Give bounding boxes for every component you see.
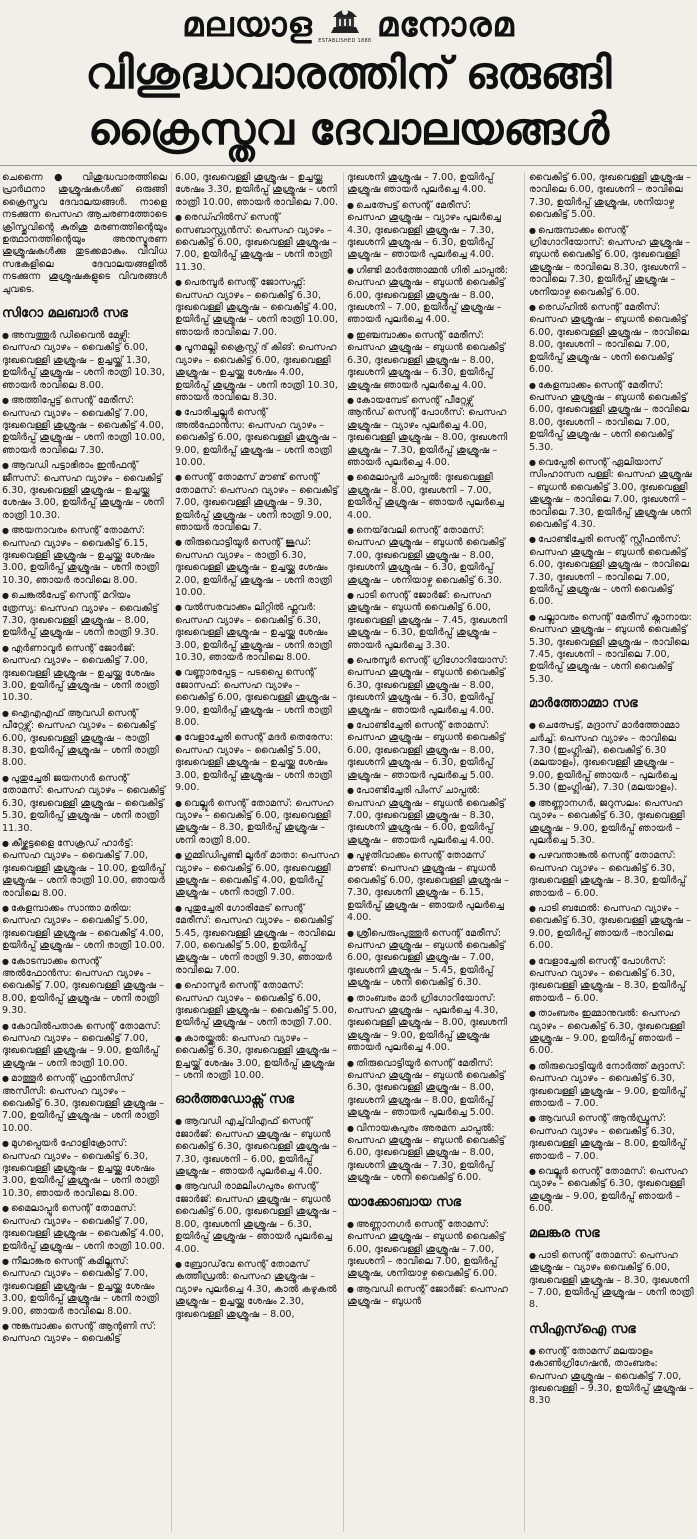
church-entry — [529, 1061, 694, 1111]
church-entry — [347, 655, 512, 717]
church-entry — [175, 1116, 340, 1178]
bullet-icon: ● — [529, 903, 536, 913]
church-entry-text: ചെത്പേട്ട്, മദ്രാസ് മാർത്തോമ്മാ ചർച്ച്: പെസഹ വ്യാഴം – രാവിലെ 7.30 (ഇംഗ്ലിഷ്), വൈകിട്ട് 6.30 (മലയാളം), ദുഃഖവെള്ളി ശുശ്രൂഷ – 9.00, ഉയിർപ്പ് ഞായർ – പുലർച്ചെ 5.30 (ഇംഗ്ലിഷ്), 7.30 (മലയാളം). — [529, 720, 680, 794]
church-entry-text: ഐഎഎഫ് ആവഡി സെന്റ് പീറ്റേഴ്സ്: പെസഹ വ്യാഴം – വൈകിട്ട് 6.00, ദുഃഖവെള്ളി ശുശ്രൂഷ – രാത്രി 8.30, ഉയിർപ്പ് ശുശ്രൂഷ – ശനി രാത്രി 8.00. — [2, 707, 159, 769]
church-entry — [529, 1008, 694, 1058]
church-entry — [2, 1321, 167, 1346]
church-entry — [347, 590, 512, 652]
church-entry-text: തിരുവൊട്ടിയൂർ സെന്റ് മേരീസ്: പെസഹ ശുശ്രൂഷ – ബുധൻ വൈകിട്ട് 6.30, ദുഃഖവെള്ളി ശുശ്രൂഷ – 8.00, ദുഃഖശനി ശുശ്രൂഷ – 8.00, ഉയിർപ്പ് ശുശ്രൂഷ – ഞായർ പുലർച്ചെ 5.00. — [347, 1057, 505, 1119]
bullet-icon: ● — [2, 1256, 9, 1266]
section-heading: സിഎസ്ഐ സഭ — [529, 1321, 636, 1337]
church-entry — [175, 1181, 340, 1255]
church-entry-text: ആവഡി പട്ടാഭിരാം ഇൻഫന്റ് ജീസസ്: പെസഹ വ്യാഴം – വൈകിട്ട് 6.30, ദുഃഖവെള്ളി ശുശ്രൂഷ – ഉച്ചയ്ക്കു ശേഷം 3.00, ഉയിർപ്പ് ശുശ്രൂഷ – ശനി രാത്രി 10.30. — [2, 460, 164, 521]
church-entry — [175, 602, 340, 664]
church-entry-text: മാത്തൂർ സെന്റ് ഫ്രാൻസിസ് അസീസി: പെസഹ വ്യാഴം – വൈകിട്ട് 6.30, ദുഃഖവെള്ളി ശുശ്രൂഷ – 7.00, ഉയിർപ്പ് ശുശ്രൂഷ – ശനി രാത്രി 10.00. — [2, 1073, 164, 1134]
bullet-icon: ● — [175, 1033, 182, 1043]
section-heading: സിറോ മലബാർ സഭ — [2, 306, 128, 322]
church-entry-text: പോണ്ടിച്ചേരി സെന്റ് സ്റ്റീഫൻസ്: പെസഹ ശുശ്രൂഷ – ബുധൻ വൈകിട്ട് 6.00, ദുഃഖവെള്ളി ശുശ്രൂഷ – രാവിലെ 7.30, ദുഃഖശനി – രാവിലെ 7.00, ഉയിർപ്പ് ശുശ്രൂഷ – ശനി വൈകിട്ട് 6.00. — [529, 534, 689, 608]
church-entry — [175, 537, 340, 599]
church-entry — [529, 1250, 694, 1312]
church-entry-text: അണ്ണാനഗർ, ജറുസലം: പെസഹ വ്യാഴം – വൈകിട്ട് 6.30, ദുഃഖവെള്ളി ശുശ്രൂഷ – 9.00, ഉയിർപ്പ് ഞായർ – പുലർച്ചെ 5.30. — [529, 797, 685, 846]
bullet-icon: ● — [2, 708, 9, 718]
church-entry-text: കാരയ്ക്കൽ: പെസഹ വ്യാഴം – വൈകിട്ട് 6.30, ദുഃഖവെള്ളി ശുശ്രൂഷ – ഉച്ചയ്ക്ക് ശേഷം 3.00, ഉയിർപ്പ് ശുശ്രൂഷ – ശനി രാത്രി 10.00. — [175, 1032, 337, 1082]
bullet-icon: ● — [2, 396, 9, 406]
bullet-icon: ● — [175, 1259, 182, 1269]
church-entry-text: തിരുവൊട്ടിയൂർ സെന്റ് ജൂഡ്: പെസഹ വ്യാഴം – രാത്രി 6.30, ദുഃഖവെള്ളി ശുശ്രൂഷ – ഉച്ചയ്ക്കു ശേഷം 2.00, ഉയിർപ്പ് ശുശ്രൂഷ – ശനി രാത്രി 10.00. — [175, 537, 332, 598]
bullet-icon: ● — [347, 591, 354, 600]
church-entry — [347, 850, 512, 924]
bullet-icon: ● — [2, 526, 9, 536]
church-entry — [175, 407, 340, 469]
bullet-icon: ● — [2, 1204, 9, 1214]
church-entry — [2, 590, 167, 640]
bullet-icon: ● — [529, 457, 536, 467]
church-entry-text: ബ്രോഡ്‌വേ സെന്റ് തോമസ് കത്തീഡ്രൽ: പെസഹ ശുശ്രൂഷ – വ്യാഴം പുലർച്ചെ 4.30, കാൽ കഴുകൽ ശുശ്രൂഷ – ഉച്ചയ്ക്കു ശേഷം 2.30, ദുഃഖവെള്ളി ശുശ്രൂഷ – 8.00, — [175, 1258, 337, 1320]
church-entry — [347, 993, 512, 1055]
masthead-title-right: മനോരമ — [376, 5, 515, 45]
bullet-icon: ● — [347, 1284, 354, 1294]
church-entry-text: വെല്ലൂർ സെന്റ് തോമസ്: പെസഹ വ്യാഴം – വൈകിട്ട് 6.30, ദുഃഖവെള്ളി ശുശ്രൂഷ – 9.00, ഉയിർപ്പ് ഞായർ – 6.00. — [529, 1166, 688, 1215]
bullet-icon: ● — [347, 330, 354, 340]
article-column-4 — [529, 172, 694, 1538]
church-entry-text: വൽസരവാക്കം ലിറ്റിൽ ഫ്ലവർ: പെസഹ വ്യാഴം – വൈകിട്ട് 6.30, ദുഃഖവെള്ളി ശുശ്രൂഷ – ഉച്ചയ്ക്കു ശേഷം 3.00, ഉയിർപ്പ് ശുശ്രൂഷ – ശനി രാത്രി 10.30, ഞായർ രാവിലെ 8.00. — [175, 602, 332, 664]
church-entry-text: പൂഴുതിവാക്കം സെന്റ് തോമസ് മൗണ്ട്: പെസഹ ശുശ്രൂഷ – ബുധൻ വൈകിട്ട് 6.00, ദുഃഖവെള്ളി ശുശ്രൂഷ – 7.30, ദുഃഖശനി ശുശ്രൂഷ – 6.15, ഉയിർപ്പ് ശുശ്രൂഷ – ഞായർ പുലർച്ചെ 4.00. — [347, 850, 509, 924]
church-entry-text: പുതുച്ചേരി ജയനഗർ സെന്റ് തോമസ്: പെസഹ വ്യാഴം – വൈകിട്ട് 6.30, ദുഃഖവെള്ളി ശുശ്രൂഷ – വൈകിട്ട് 5.30, ഉയിർപ്പ് ശുശ്രൂഷ – ശനി രാത്രി 11.30. — [2, 772, 166, 834]
bullet-icon: ● — [175, 538, 182, 548]
church-entry-text: പുതുച്ചേരി ഗോരിമേട് സെന്റ് മേരീസ്: പെസഹ വ്യാഴം – വൈകിട്ട് 5.45, ദുഃഖവെള്ളി ശുശ്രൂഷ – രാവിലെ 7.00, വൈകിട്ട് 5.00, ഉയിർപ്പ് ശുശ്രൂഷ – ശനി രാത്രി 9.30, ഞായർ രാവിലെ 7.00. — [175, 902, 335, 976]
section-heading: മാർത്തോമ്മാ സഭ — [529, 696, 638, 712]
bullet-icon: ● — [347, 1219, 354, 1229]
church-entry — [347, 785, 512, 847]
church-entry-text: പാടി സെന്റ് ജോർജ്: പെസഹ ശുശ്രൂഷ – ബുധൻ വൈകിട്ട് 6.00, ദുഃഖവെള്ളി ശുശ്രൂഷ – 7.45, ദുഃഖശനി ശുശ്രൂഷ – 6.30, ഉയിർപ്പ് ശുശ്രൂഷ – ഞായർ പുലർച്ചെ 3.30. — [347, 590, 508, 651]
church-entry-text: ശ്രീപെരുംപുത്തൂർ സെന്റ് മേരീസ്: പെസഹ ശുശ്രൂഷ – ബുധൻ വൈകിട്ട് 6.00, ദുഃഖവെള്ളി ശുശ്രൂഷ – 7.00, ദുഃഖശനി ശുശ്രൂഷ – 5.45, ഉയിർപ്പ് ശുശ്രൂഷ – ശനി വൈകിട്ട് 6.30. — [347, 927, 505, 989]
manorama-emblem-icon — [318, 3, 372, 47]
church-entry-text: ഗുമ്മിഡിപൂണ്ടി ലൂർദ് മാതാ: പെസഹ വ്യാഴം – വൈകിട്ട് 6.00, ദുഃഖവെള്ളി ശുശ്രൂഷ – വൈകിട്ട് 4.00, ഉയിർപ്പ് ശുശ്രൂഷ – ശനി രാത്രി 7.00. — [175, 850, 340, 899]
church-entry-text: പൂനമല്ലി ക്രൈസ്റ്റ് ദ് കിങ്: പെസഹ വ്യാഴം – വൈകിട്ട് 6.00, ദുഃഖവെള്ളി ശുശ്രൂഷ – ഉച്ചയ്ക്കു ശേഷം 4.00, ഉയിർപ്പ് ശുശ്രൂഷ – ശനി രാത്രി 10.30, ഞായർ രാവിലെ 8.30. — [175, 342, 338, 403]
section-heading: ഓർത്തഡോക്സ് സഭ — [175, 1092, 294, 1108]
church-entry-text: ആവഡി രാമലിംഗപുരം സെന്റ് ജോർജ്: പെസഹ ശുശ്രൂഷ – ബുധൻ വൈകിട്ട് 6.00, ദുഃഖവെള്ളി ശുശ്രൂഷ – 8.00, ദുഃഖശനി ശുശ്രൂഷ – 6.30, ഉയിർപ്പ് ശുശ്രൂഷ – ഞായർ പുലർച്ചെ 4.00. — [175, 1181, 337, 1255]
bullet-icon: ● — [2, 1021, 9, 1031]
church-entry-text: പെരുമ്പാക്കം സെന്റ് ഗ്രിഗോറിയോസ്: പെസഹ ശുശ്രൂഷ – ബുധൻ വൈകിട്ട് 6.00, ദുഃഖവെള്ളി ശുശ്രൂഷ – രാവിലെ 8.30, ദുഃഖശനി – രാവിലെ 7.30, ഉയിർപ്പ് ശുശ്രൂഷ – ശനിയാഴ്ച വൈകിട്ട് 6.00. — [529, 224, 691, 298]
bullet-icon: ● — [529, 225, 536, 235]
church-entry-text: സെന്റ് തോമസ് മലയാളം കോൺഗ്രിഗേഷൻ, താംബരം: പെസഹ ശുശ്രൂഷ – വൈകിട്ട് 7.00, ദുഃഖവെള്ളി – 9.30, ഉയിർപ്പ് ശുശ്രൂഷ – 8.30 — [529, 1345, 694, 1407]
bullet-icon: ● — [529, 380, 536, 390]
church-entry-text: മൈലാപ്പൂർ സെന്റ് തോമസ്: പെസഹ വ്യാഴം – വൈകിട്ട് 7.00, ദുഃഖവെള്ളി ശുശ്രൂഷ – വൈകിട്ട് 4.00, ഉയിർപ്പ് ശുശ്രൂഷ – ശനി രാത്രി 10.00. — [2, 1203, 165, 1252]
column-divider — [343, 172, 344, 1532]
church-entry — [2, 525, 167, 587]
church-entry — [175, 850, 340, 900]
bullet-icon: ● — [2, 461, 9, 471]
church-entry — [529, 380, 694, 454]
bullet-icon: ● — [2, 956, 9, 966]
church-entry-text: പോരിച്ചല്ലൂർ സെന്റ് അൽഫോൻസ: പെസഹ വ്യാഴം – വൈകിട്ട് 6.00, ദുഃഖവെള്ളി ശുശ്രൂഷ – 9.00, ഉയിർപ്പ് ശുശ്രൂഷ – ശനി രാത്രി 10.00. — [175, 407, 337, 468]
bullet-icon: ● — [175, 733, 182, 743]
church-entry — [175, 1033, 340, 1083]
bullet-icon: ● — [347, 265, 354, 275]
church-entry — [347, 928, 512, 990]
church-entry-text: പെരമ്പൂർ സെന്റ് ഗ്രിഗോറിയോസ്: പെസഹ ശുശ്രൂഷ – ബുധൻ വൈകിട്ട് 6.30, ദുഃഖവെള്ളി ശുശ്രൂഷ – 8.00, ദുഃഖശനി ശുശ്രൂഷ – 6.30, ഉയിർപ്പ് ശുശ്രൂഷ – ഞായർ പുലർച്ചെ 4.00. — [347, 655, 508, 716]
bullet-icon: ● — [529, 1061, 536, 1071]
church-entry — [175, 1259, 340, 1321]
article-column-3 — [347, 172, 512, 1538]
church-entry — [2, 1203, 167, 1253]
bullet-icon: ● — [2, 838, 9, 848]
church-entry — [175, 667, 340, 729]
church-entry-text: തിരുവൊട്ടിയൂർ നോർത്ത് മദ്രാസ്: പെസഹ വ്യാഴം – വൈകിട്ട് 6.30, ദുഃഖവെള്ളി ശുശ്രൂഷ – 9.00, ഉയിർപ്പ് ഞായർ – 7.00. — [529, 1060, 686, 1110]
church-entry-text: വെപ്പേരി സെന്റ് ഏലിയാസ് സിംഹാസന പള്ളി: പെസഹ ശുശ്രൂഷ – ബുധൻ വൈകിട്ട് 3.00, ദുഃഖവെള്ളി ശുശ്രൂഷ – രാവിലെ 7.00, ദുഃഖശനി – രാവിലെ 7.30, ഉയിർപ്പ് ശുശ്രൂഷ ശനി വൈകിട്ട് 4.30. — [529, 456, 692, 530]
article-column-2 — [175, 172, 340, 1538]
church-entry — [529, 1346, 694, 1408]
bullet-icon: ● — [2, 331, 9, 341]
intro-paragraph: ചെന്നൈ ● വിശുദ്ധവാരത്തിലെ പ്രാർഥനാ ശുശ്രൂഷകൾക്ക് ഒരുങ്ങി ക്രൈസ്തവ ദേവാലയങ്ങൾ. നാളെ നടക്കുന്ന പെസഹ ആചരണത്തോടെ ക്രിസ്തുവിന്റെ കുരിശു മരണത്തിന്റെയും ഉത്ഥാനത്തിന്റെയും അനുസ്മരണ ശുശ്രൂഷകൾക്കു തുടക്കമാകും. വിവിധ സഭകളിലെ ദേവാലയങ്ങളിൽ നടക്കുന്ന ശുശ്രൂഷകളുടെ വിവരങ്ങൾ ചുവടെ. — [2, 172, 167, 295]
bullet-icon: ● — [175, 603, 182, 613]
bullet-icon: ● — [175, 668, 182, 678]
church-entry — [347, 720, 512, 782]
church-entry-text: അത്തിപ്പേട്ട് സെന്റ് മേരീസ്: പെസഹ വ്യാഴം – വൈകിട്ട് 7.00, ദുഃഖവെള്ളി ശുശ്രൂഷ – വൈകിട്ട് 4.00, ഉയിർപ്പ് ശുശ്രൂഷ – ശനി രാത്രി 10.00, ഞായർ രാവിലെ 7.30. — [2, 395, 165, 456]
church-entry-text: ഹൊസൂർ സെന്റ് തോമസ്: പെസഹ വ്യാഴം – വൈകിട്ട് 6.00, ദുഃഖവെള്ളി ശുശ്രൂഷ – വൈകിട്ട് 5.00, ഉയിർപ്പ് ശുശ്രൂഷ – ശനി രാത്രി 7.00. — [175, 980, 337, 1029]
church-entry-text: കോടമ്പാക്കം സെന്റ് അൽഫോൻസ: പെസഹ വ്യാഴം – വൈകിട്ട് 7.00, ദുഃഖവെള്ളി ശുശ്രൂഷ – 8.00, ഉയിർപ്പ് ശുശ്രൂഷ – ശനി രാത്രി 9.30. — [2, 955, 164, 1017]
church-entry-text: വേളാച്ചേരി സെന്റ് പോൾസ്: പെസഹ വ്യാഴം – വൈകിട്ട് 6.30, ദുഃഖവെള്ളി ശുശ്രൂഷ – 8.30, ഉയിർപ്പ് ഞായർ – 6.00. — [529, 955, 686, 1004]
church-entry-text: മൈലാപ്പൂർ ചാപ്പൽ: ദുഃഖവെള്ളി ശുശ്രൂഷ – 8.00, ദുഃഖശനി – 7.00, ഉയിർപ്പ് ശുശ്രൂഷ – ഞായർ പുലർച്ചെ 4.00. — [347, 472, 504, 521]
church-entry-text: അയനാവരം സെന്റ് തോമസ്: പെസഹ വ്യാഴം – വൈകിട്ട് 6.15, ദുഃഖവെള്ളി ശുശ്രൂഷ – ഉച്ചയ്ക്കു ശേഷം 3.00, ഉയിർപ്പ് ശുശ്രൂഷ – ശനി രാത്രി 10.30, ഞായർ രാവിലെ 8.00. — [2, 525, 159, 586]
church-entry-text: അമ്പത്തൂർ ഡിവൈൻ മേഴ്സി: പെസഹ വ്യാഴം – വൈകിട്ട് 6.00, ദുഃഖവെള്ളി ശുശ്രൂഷ – ഉച്ചയ്ക്ക് 1.30, ഉയിർപ്പ് ശുശ്രൂഷ – ശനി രാത്രി 10.30, ഞായർ രാവിലെ 8.00. — [2, 330, 165, 391]
church-entry — [529, 720, 694, 794]
church-entry — [2, 773, 167, 835]
church-entry — [347, 525, 512, 587]
church-entry — [175, 472, 340, 534]
bullet-icon: ● — [2, 773, 9, 783]
church-entry-text: സെന്റ് തോമസ് മൗണ്ട് സെന്റ് തോമസ്: പെസഹ വ്യാഴം – വൈകിട്ട് 7.00, ദുഃഖവെള്ളി ശുശ്രൂഷ – 9.30, ഉയിർപ്പ് ശുശ്രൂഷ – ശനി രാത്രി 9.00, ഞായർ രാവിലെ 7. — [175, 472, 339, 533]
church-entry-text: ചെങ്കൽപേട്ട് സെന്റ് മറിയം ത്രേസ്യ: പെസഹ വ്യാഴം – വൈകിട്ട് 7.30, ദുഃഖവെള്ളി ശുശ്രൂഷ – 8.00, ഉയിർപ്പ് ശുശ്രൂഷ – ശനി രാത്രി 9.30. — [2, 590, 159, 639]
church-entry — [2, 1256, 167, 1318]
church-entry — [529, 850, 694, 900]
church-entry — [2, 643, 167, 705]
bullet-icon: ● — [347, 993, 354, 1003]
bullet-icon: ● — [529, 1167, 536, 1177]
church-entry-text: വെല്ലൂർ സെന്റ് തോമസ്: പെസഹ വ്യാഴം – വൈകിട്ട് 6.00, ദുഃഖവെള്ളി ശുശ്രൂഷ – 8.30, ഉയിർപ്പ് ശുശ്രൂഷ – ശനി രാത്രി 8.00. — [175, 797, 334, 846]
church-entry — [2, 708, 167, 770]
bullet-icon: ● — [2, 1074, 9, 1084]
bullet-icon: ● — [347, 473, 354, 483]
church-entry — [2, 903, 167, 953]
church-entry — [529, 798, 694, 848]
bullet-icon: ● — [529, 612, 536, 622]
church-entry — [529, 1166, 694, 1216]
bullet-icon: ● — [347, 395, 354, 405]
church-entry — [529, 457, 694, 531]
church-entry-text: കീഴ്ക്കട്ടളൈ സേക്രഡ് ഹാർട്ട്: പെസഹ വ്യാഴം – വൈകിട്ട് 7.00, ദുഃഖവെള്ളി ശുശ്രൂഷ – 10.00, ഉയിർപ്പ് ശുശ്രൂഷ – ശനി രാത്രി 10.00, ഞായർ രാവിലെ 8.00. — [2, 837, 165, 899]
church-entry-text: ആവഡി സെന്റ് ജോർജ്: പെസഹ ശുശ്രൂഷ – ബുധൻ — [347, 1283, 508, 1308]
headline-line-2: ക്രൈസ്തവ ദേവാലയങ്ങൾ — [88, 104, 609, 155]
church-entry-text: വേളാച്ചേരി സെന്റ് മദർ തെരേസ: പെസഹ വ്യാഴം – വൈകിട്ട് 5.00, ദുഃഖവെള്ളി ശുശ്രൂഷ – ഉച്ചയ്ക്കു ശേഷം 3.00, ഉയിർപ്പ് ശുശ്രൂഷ – ശനി രാത്രി 9.00. — [175, 732, 333, 794]
church-entry-text: വിനായകപുരം അരമന ചാപ്പൽ: പെസഹ ശുശ്രൂഷ – ബുധൻ വൈകിട്ട് 6.00, ദുഃഖവെള്ളി ശുശ്രൂഷ – 8.00, ദുഃഖശനി ശുശ്രൂഷ – 7.30, ഉയിർപ്പ് ശുശ്രൂഷ – ശനി വൈകിട്ട് 6.00. — [347, 1122, 505, 1184]
bullet-icon: ● — [347, 1123, 354, 1133]
headline-divider — [0, 165, 697, 166]
church-entry — [529, 225, 694, 299]
church-entry — [2, 1021, 167, 1071]
church-entry — [2, 460, 167, 522]
bullet-icon: ● — [175, 213, 182, 223]
church-entry-text: പെരമ്പൂർ സെന്റ് ജോസഫ്സ്: പെസഹ വ്യാഴം – വൈകിട്ട് 6.30, ദുഃഖവെള്ളി ശുശ്രൂഷ – വൈകിട്ട് 4.00, ഉയിർപ്പ് ശുശ്രൂഷ – ശനി രാത്രി 10.00, ഞായർ രാവിലെ 7.00. — [175, 277, 338, 338]
bullet-icon: ● — [529, 303, 536, 313]
church-entry — [175, 212, 340, 274]
church-entry — [347, 1058, 512, 1120]
section-heading: മലങ്കര സഭ — [529, 1225, 600, 1241]
bullet-icon: ● — [347, 1058, 354, 1068]
church-entry-text: പല്ലാവരം സെന്റ് മേരീസ് ക്നാനായ: പെസഹ ശുശ്രൂഷ – ബുധൻ വൈകിട്ട് 5.30, ദുഃഖവെള്ളി ശുശ്രൂഷ – രാവിലെ 7.45, ദുഃഖശനി – രാവിലെ 7.00, ഉയിർപ്പ് ശുശ്രൂഷ – ശനി വൈകിട്ട് 5.30. — [529, 611, 692, 685]
church-entry — [529, 612, 694, 686]
church-entry — [175, 903, 340, 977]
church-entry — [2, 330, 167, 392]
bullet-icon: ● — [175, 1182, 182, 1192]
church-entry-text: പോണ്ടിച്ചേരി സെന്റ് തോമസ്: പെസഹ ശുശ്രൂഷ – ബുധൻ വൈകിട്ട് 6.00, ദുഃഖവെള്ളി ശുശ്രൂഷ – 8.00, ദുഃഖശനി ശുശ്രൂഷ – 6.30, ഉയിർപ്പ് ശുശ്രൂഷ – ഞായർ പുലർച്ചെ 5.00. — [347, 720, 505, 781]
church-entry — [175, 798, 340, 848]
bullet-icon: ● — [175, 343, 182, 353]
bullet-icon: ● — [175, 798, 182, 808]
church-entry-text: പോണ്ടിച്ചേരി പിംസ് ചാപ്പൽ: പെസഹ ശുശ്രൂഷ – ബുധൻ വൈകിട്ട് 7.00, ദുഃഖവെള്ളി ശുശ്രൂഷ – 8.30, ദുഃഖശനി ശുശ്രൂഷ – 6.00, ഉയിർപ്പ് ശുശ്രൂഷ – ഞായർ പുലർച്ചെ 4.00. — [347, 785, 505, 846]
bullet-icon: ● — [347, 721, 354, 731]
bullet-icon: ● — [529, 721, 536, 731]
bullet-icon: ● — [2, 903, 9, 913]
bullet-icon: ● — [175, 1117, 182, 1127]
headline-line-1: വിശുദ്ധവാരത്തിന് ഒരുങ്ങി — [85, 48, 612, 99]
established-label: ESTABLISHED 1888 — [318, 38, 372, 44]
church-entry-text: മുഗപ്പെയർ ഹോളിക്രോസ്: പെസഹ വ്യാഴം – വൈകിട്ട് 6.30, ദുഃഖവെള്ളി ശുശ്രൂഷ – ഉച്ചയ്ക്കു ശേഷം 3.00, ഉയിർപ്പ് ശുശ്രൂഷ – ശനി രാത്രി 10.30, ഞായർ രാവിലെ 8.00. — [2, 1138, 159, 1199]
church-entry-text: രെഡ്ഹിൽസ് സെന്റ് സെബാസ്റ്റ്യൻസ്: പെസഹ വ്യാഴം – വൈകിട്ട് 6.00, ദുഃഖവെള്ളി ശുശ്രൂഷ – 7.00, ഉയിർപ്പ് ശുശ്രൂഷ – ശനി രാത്രി 11.30. — [175, 212, 337, 273]
church-entry-text: നെയ്‌വേലി സെന്റ് തോമസ്: പെസഹ ശുശ്രൂഷ – ബുധൻ വൈകിട്ട് 7.00, ദുഃഖവെള്ളി ശുശ്രൂഷ – 8.00, ദുഃഖശനി ശുശ്രൂഷ – 6.30, ഉയിർപ്പ് ശുശ്രൂഷ – ശനിയാഴ്ച വൈകിട്ട് 6.30. — [347, 524, 505, 586]
church-entry-text: വണ്ണാരപ്പേട്ട – പടപ്പൈ സെന്റ് ജോസഫ്: പെസഹ വ്യാഴം – വൈകിട്ട് 6.00, ദുഃഖവെള്ളി ശുശ്രൂഷ – 9.00, ഉയിർപ്പ് ശുശ്രൂഷ – ശനി രാത്രി 8.00. — [175, 667, 337, 729]
bullet-icon: ● — [529, 1114, 536, 1124]
bullet-icon: ● — [347, 200, 354, 210]
church-entry-text: താംബരം മാർ ഗ്രിഗോറിയോസ്: പെസഹ ശുശ്രൂഷ – പുലർച്ചെ 4.30, ദുഃഖവെള്ളി ശുശ്രൂഷ – 8.00, ദുഃഖശനി ശുശ്രൂഷ – 9.00, ഉയിർപ്പ് ശുശ്രൂഷ ഞായർ പുലർച്ചെ 4.00. — [347, 992, 508, 1054]
church-entry — [529, 1113, 694, 1163]
church-entry — [529, 956, 694, 1006]
church-entry — [529, 534, 694, 608]
bullet-icon: ● — [175, 473, 182, 483]
bullet-icon: ● — [529, 1009, 536, 1019]
church-entry-text: താംബരം ഇമ്മാനുവൽ: പെസഹ വ്യാഴം – വൈകിട്ട് 6.30, ദുഃഖവെള്ളി ശുശ്രൂഷ – 9.00, ഉയിർപ്പ് ഞായർ – 6.00. — [529, 1008, 685, 1057]
bullet-icon: ● — [529, 535, 536, 545]
church-entry — [347, 395, 512, 469]
church-entry — [175, 732, 340, 794]
church-entry-continued: 6.00, ദുഃഖവെള്ളി ശുശ്രൂഷ – ഉച്ചയ്ക്കു ശേഷം 3.30, ഉയിർപ്പ് ശുശ്രൂഷ – ശനി രാത്രി 10.00, ഞായർ രാവിലെ 7.00. — [175, 172, 339, 208]
church-entry — [347, 265, 512, 327]
church-entry-text: അണ്ണാനഗർ സെന്റ് തോമസ്: പെസഹ ശുശ്രൂഷ – ബുധൻ വൈകിട്ട് 6.00, ദുഃഖവെള്ളി ശുശ്രൂഷ – 7.00, ദുഃഖശനി – രാവിലെ 7.00, ഉയിർപ്പ് ശുശ്രൂഷ, ശനിയാഴ്ച വൈകിട്ട് 6.00. — [347, 1218, 505, 1280]
church-entry-text: നുങ്കമ്പാക്കം സെന്റ് ആന്റണി സ്: പെസഹ വ്യാഴം – വൈകിട്ട് — [2, 1320, 157, 1345]
column-divider — [524, 172, 525, 1532]
church-entry-text: നീലാങ്കര സെന്റ് കമില്ലസ്: പെസഹ വ്യാഴം – വൈകിട്ട് 7.00, ദുഃഖവെള്ളി ശുശ്രൂഷ – ഉച്ചയ്ക്കു ശേഷം 3.00, ഉയിർപ്പ് ശുശ്രൂഷ – ശനി രാത്രി 9.00, ഞായർ രാവിലെ 8.00. — [2, 1255, 159, 1317]
bullet-icon: ● — [2, 591, 9, 601]
church-entry — [2, 956, 167, 1018]
masthead — [0, 0, 697, 50]
bullet-icon: ● — [175, 408, 182, 418]
bullet-icon: ● — [2, 1321, 9, 1331]
bullet-icon: ● — [2, 1139, 9, 1149]
church-entry-text: ഗിണ്ടി മാർത്തോമ്മൻ ഗിരി ചാപ്പൽ: പെസഹ ശുശ്രൂഷ – ബുധൻ വൈകിട്ട് 6.00, ദുഃഖവെള്ളി ശുശ്രൂഷ – 8.00, ദുഃഖശനി – 7.00, ഉയിർപ്പ് ശുശ്രൂഷ – ഞായർ പുലർച്ചെ 4.00. — [347, 264, 508, 326]
bullet-icon: ● — [2, 643, 9, 653]
church-entry-continued: ദുഃഖശനി ശുശ്രൂഷ – 7.00, ഉയിർപ്പ് ശുശ്രൂഷ ഞായർ പുലർച്ചെ 4.00. — [347, 172, 494, 196]
church-entry-text: എർണാവൂർ സെന്റ് ജോർജ്: പെസഹ വ്യാഴം – വൈകിട്ട് 7.00, ദുഃഖവെള്ളി ശുശ്രൂഷ – ഉച്ചയ്ക്കു ശേഷം 3.00, ഉയിർപ്പ് ശുശ്രൂഷ – ശനി രാത്രി 10.30. — [2, 642, 159, 704]
church-entry — [2, 1138, 167, 1200]
church-entry — [347, 1219, 512, 1281]
church-entry — [529, 903, 694, 953]
church-entry — [2, 395, 167, 457]
bullet-icon: ● — [529, 798, 536, 808]
church-entry — [347, 472, 512, 522]
article-column-1 — [2, 172, 167, 1538]
bullet-icon: ● — [347, 525, 354, 535]
church-entry-text: കേളമ്പാക്കം സാന്താ മരിയ: പെസഹ വ്യാഴം – വൈകിട്ട് 5.00, ദുഃഖവെള്ളി ശുശ്രൂഷ – വൈകിട്ട് 4.00, ഉയിർപ്പ് ശുശ്രൂഷ – ശനി രാത്രി 10.00. — [2, 902, 165, 952]
masthead-title-left: മലയാള — [182, 5, 313, 45]
column-divider — [171, 172, 172, 1532]
church-entry-text: ഇഞ്ചമ്പാക്കം സെന്റ് മേരീസ്: പെസഹ ശുശ്രൂഷ – ബുധൻ വൈകിട്ട് 6.30, ദുഃഖവെള്ളി ശുശ്രൂഷ – 8.00, ദുഃഖശനി ശുശ്രൂഷ – 6.30, ഉയിർപ്പ് ശുശ്രൂഷ ഞായർ പുലർച്ചെ 4.00. — [347, 329, 505, 391]
bullet-icon: ● — [175, 851, 182, 861]
church-entry-text: പഴവന്താങ്കൽ സെന്റ് തോമസ്: പെസഹ വ്യാഴം – വൈകിട്ട് 6.30, ദുഃഖവെള്ളി ശുശ്രൂഷ – 8.30, ഉയിർപ്പ് ഞായർ – 6.00. — [529, 850, 686, 899]
bullet-icon: ● — [175, 278, 182, 288]
church-entry — [347, 1123, 512, 1185]
church-entry-text: ആവഡി സെന്റ് ആൻഡ്രൂസ്: പെസഹ വ്യാഴം – വൈകിട്ട് 6.30, ദുഃഖവെള്ളി ശുശ്രൂഷ – 8.00, ഉയിർപ്പ് ഞായർ – 7.00. — [529, 1113, 686, 1162]
bullet-icon: ● — [529, 851, 536, 861]
church-entry — [529, 302, 694, 376]
church-entry-text: കോയമ്പേട് സെന്റ് പീറ്റേഴ്സ് ആൻഡ് സെന്റ് പോൾസ്: പെസഹ ശുശ്രൂഷ – വ്യാഴം പുലർച്ചെ 4.00, ദുഃഖവെള്ളി ശുശ്രൂഷ – 8.00, ദുഃഖശനി ശുശ്രൂഷ – 7.30, ഉയിർപ്പ് ശുശ്രൂഷ – ഞായർ പുലർച്ചെ 4.00. — [347, 394, 508, 468]
church-entry-text: പാടി സെന്റ് തോമസ്: പെസഹ ശുശ്രൂഷ – വ്യാഴം വൈകിട്ട് 6.00, ദുഃഖവെള്ളി ശുശ്രൂഷ – 8.30, ദുഃഖശനി – 7.00, ഉയിർപ്പ് ശുശ്രൂഷ – ശനി രാത്രി 8. — [529, 1249, 694, 1311]
bullet-icon: ● — [347, 786, 354, 796]
bullet-icon: ● — [529, 1346, 536, 1356]
church-entry-continued: വൈകിട്ട് 6.00, ദുഃഖവെള്ളി ശുശ്രൂഷ – രാവിലെ 6.00, ദുഃഖശനി – രാവിലെ 7.30, ഉയിർപ്പ് ശുശ്രൂഷ, ശനിയാഴ്ച വൈകിട്ട് 5.00. — [529, 172, 691, 221]
church-entry — [175, 980, 340, 1030]
church-entry — [2, 838, 167, 900]
church-entry — [175, 342, 340, 404]
church-entry-text: കേളമ്പാക്കം സെന്റ് മേരീസ്: പെസഹ ശുശ്രൂഷ – ബുധൻ വൈകിട്ട് 6.00, ദുഃഖവെള്ളി ശുശ്രൂഷ – രാവിലെ 8.00, ദുഃഖശനി – രാവിലെ 7.00, ഉയിർപ്പ് ശുശ്രൂഷ – ശനി വൈകിട്ട് 5.30. — [529, 379, 689, 453]
bullet-icon: ● — [347, 656, 354, 666]
bullet-icon: ● — [175, 903, 182, 913]
church-entry-text: രെഡ്ഹിൽ സെന്റ് മേരീസ്: പെസഹ ശുശ്രൂഷ – ബുധൻ വൈകിട്ട് 6.00, ദുഃഖവെള്ളി ശുശ്രൂഷ – രാവിലെ 8.00, ദുഃഖശനി – രാവിലെ 7.00, ഉയിർപ്പ് ശുശ്രൂഷ – ശനി വൈകിട്ട് 6.00. — [529, 302, 689, 376]
church-entry-text: കോവിൽപതാക സെന്റ് തോമസ്: പെസഹ വ്യാഴം – വൈകിട്ട് 7.00, ദുഃഖവെള്ളി ശുശ്രൂഷ – 9.00, ഉയിർപ്പ് ശുശ്രൂഷ – ശനി രാത്രി 10.00. — [2, 1020, 161, 1069]
church-entry — [175, 277, 340, 339]
church-entry — [347, 200, 512, 262]
section-heading: യാക്കോബായ സഭ — [347, 1194, 461, 1210]
bullet-icon: ● — [529, 1250, 536, 1260]
church-entry — [347, 330, 512, 392]
church-entry — [2, 1073, 167, 1135]
church-entry-text: ചെത്പേട്ട് സെന്റ് മേരീസ്: പെസഹ ശുശ്രൂഷ – വ്യാഴം പുലർച്ചെ 4.30, ദുഃഖവെള്ളി ശുശ്രൂഷ – 7.30, ദുഃഖശനി ശുശ്രൂഷ – 6.30, ഉയിർപ്പ് ശുശ്രൂഷ – ഞായർ പുലർച്ചെ 4.00. — [347, 199, 501, 261]
bullet-icon: ● — [529, 956, 536, 966]
church-entry-text: പാടി ബഥേൽ: പെസഹ വ്യാഴം – വൈകിട്ട് 6.30, ദുഃഖവെള്ളി ശുശ്രൂഷ – 9.00, ഉയിർപ്പ് ഞായർ –രാവിലെ 6.00. — [529, 902, 691, 952]
church-entry — [347, 1284, 512, 1309]
bullet-icon: ● — [175, 981, 182, 991]
bullet-icon: ● — [347, 928, 354, 938]
bullet-icon: ● — [347, 851, 354, 861]
church-entry-text: ആവഡി എച്ച്‌വിഎഫ് സെന്റ് ജോർജ്: പെസഹ ശുശ്രൂഷ – ബുധൻ വൈകിട്ട് 6.30, ദുഃഖവെള്ളി ശുശ്രൂഷ – 7.30, ദുഃഖശനി – 6.00, ഉയിർപ്പ് ശുശ്രൂഷ – ഞായർ പുലർച്ചെ 4.00. — [175, 1116, 337, 1178]
